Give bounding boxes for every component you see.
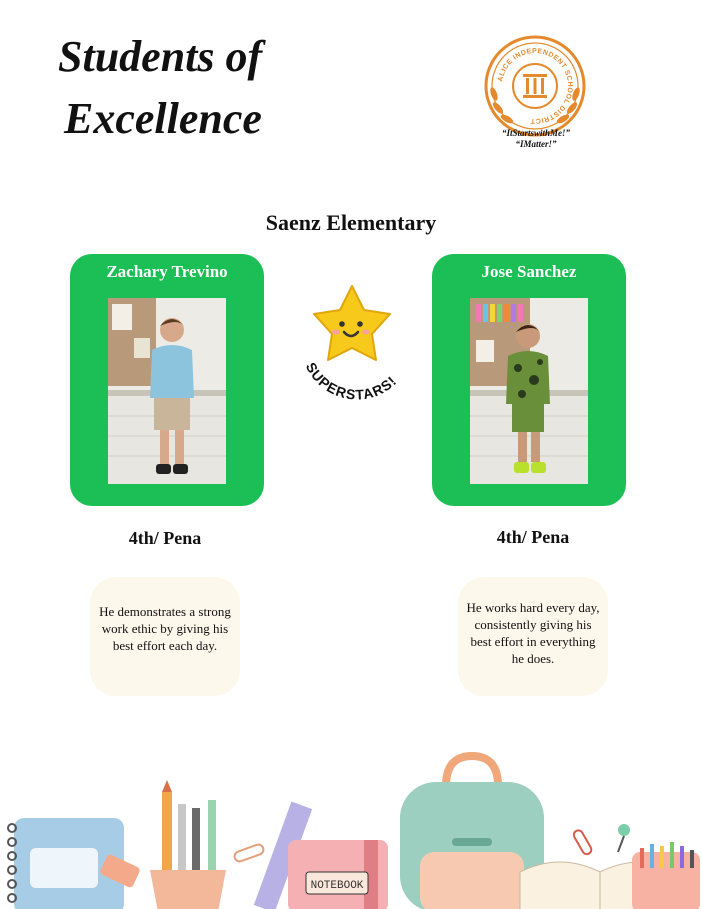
student-grade-2: 4th/ Pena <box>496 527 570 547</box>
logo-ring-text: ALICE INDEPENDENT SCHOOL DISTRICT <box>497 47 574 125</box>
student-card-2 <box>432 254 626 506</box>
svg-text:SUPERSTARS! <box>303 360 400 403</box>
page-title <box>58 26 262 150</box>
superstars-badge <box>292 280 422 410</box>
student-name-1: Zachary Trevino <box>106 262 228 281</box>
motto-1: “ItStartswithMe!” <box>501 128 571 138</box>
student-description-2: He works hard every day, consistently giving his best effort in everything he does. <box>458 577 608 696</box>
paper-clip-icon <box>233 843 265 863</box>
student-photo-1 <box>108 298 226 484</box>
title-line-1: Students of <box>58 32 263 81</box>
student-name-2: Jose Sanchez <box>481 262 577 281</box>
colored-pencils-icon <box>632 842 700 909</box>
title-line-2: Excellence <box>64 94 262 143</box>
district-logo <box>483 34 587 138</box>
school-supplies-illustration <box>0 752 702 909</box>
student-photo-2 <box>470 298 588 484</box>
notebook-label: NOTEBOOK <box>310 880 364 892</box>
pencil-cup-icon <box>150 780 226 909</box>
school-name: Saenz Elementary <box>265 210 437 235</box>
notebook-icon <box>288 840 388 909</box>
motto-2: “IMatter!” <box>515 139 557 149</box>
push-pin-icon <box>618 824 630 852</box>
star-icon <box>314 286 390 360</box>
student-card-1 <box>70 254 264 506</box>
superstars-text: SUPERSTARS! <box>302 359 400 403</box>
student-description-1: He demonstrates a strong work ethic by giving his best effort each day. <box>90 577 240 696</box>
paper-clip-icon-2 <box>572 829 593 856</box>
student-grade-1: 4th/ Pena <box>128 528 202 548</box>
logo-mottos <box>466 128 606 150</box>
